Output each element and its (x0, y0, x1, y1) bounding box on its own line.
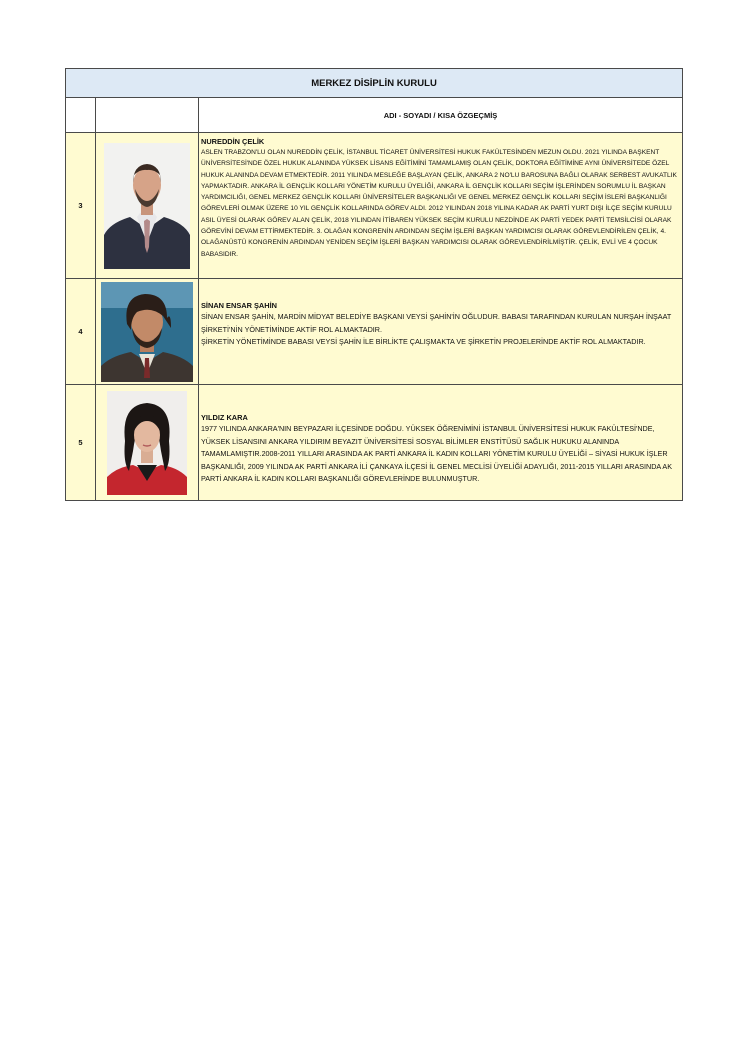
photo-cell (96, 279, 199, 385)
header-empty-cell (66, 98, 96, 133)
portrait-photo-woman (107, 391, 187, 495)
member-bio-continued: ŞİRKETİN YÖNETİMİNDE BABASI VEYSİ ŞAHİN İLE BİRLİKTE ÇALIŞMAKTA VE ŞİRKETİN PROJELERİNDE AKTİF ROL ALMAKTADIR. (201, 337, 646, 346)
column-header: ADI - SOYADI / KISA ÖZGEÇMİŞ (199, 98, 683, 133)
portrait-photo-man (101, 282, 193, 382)
row-number: 4 (66, 279, 96, 385)
member-bio: ASLEN TRABZON'LU OLAN NUREDDİN ÇELİK, İSTANBUL TİCARET ÜNİVERSİTESİ HUKUK FAKÜLTESİNDEN MEZUN OLDU. 2021 YILINDA BAŞKENT ÜNİVERSİTESİ'NDE ÖZEL HUKUK ALANINDA YÜKSEK LİSANS EĞİTİMİNİ TAMAMLAMIŞ OLAN ÇELİK, DOKTORA EĞİTİMİNE AYNI ÜNİVERSİTEDE ÖZEL HUKUK ALANINDA DEVAM ETMEKTEDİR. 2011 YILINDA MESLEĞE BAŞLAYAN ÇELİK, ANKARA 2 NO'LU BAROSUNA BAĞLI OLARAK SERBEST AVUKATLIK YAPMAKTADIR. ANKARA İL GENÇLİK KOLLARI YÖNETİM KURULU ÜYELİĞİ, ANKARA İL GENÇLİK KOLLARI SEÇİM İŞLERİNDEN SORUMLU İL BAŞKAN YARDIMCILIĞI, GENEL MERKEZ GENÇLİK KOLLARI ÜNİVERSİTELER BAŞKANLIĞI VE GENEL MERKEZ GENÇLİK KOLLARI SEÇİM İSLERİ BAŞKANLIĞI GÖREVLERİ OLMAK ÜZERE 10 YIL GENÇLİK KOLLARINDA GÖREV ALDI. 2012 YILINDAN 2018 YILINA KADAR AK PARTİ YURT DIŞI İLÇE SEÇİM KURULU ASIL ÜYESİ OLARAK GÖREV ALAN ÇELİK, 2018 YILINDAN İTİBAREN YÜKSEK SEÇİM KURULU NEZDİNDE AK PARTİ YEDEK PARTİ TEMSİLCİSİ OLARAK GÖREVİNİ DEVAM ETTİRMEKTEDİR. 3. OLAĞAN KONGRENİN ARDINDAN SEÇİM İŞLERİ BAŞKAN YARDIMCISI OLARAK GÖREVLENDİRİLEN ÇELİK, 4. OLAĞANÜSTÜ KONGRENİN ARDINDAN YENİDEN SEÇİM İŞLERİ BAŞKAN YARDIMCISI OLARAK GÖREVLENDİRİLMİŞTİR. ÇELİK, EVLİ VE 4 ÇOCUK BABASIDIR. (201, 149, 677, 258)
member-name: SİNAN ENSAR ŞAHİN (201, 301, 277, 310)
portrait-photo-man (104, 143, 190, 269)
table-row (66, 133, 683, 279)
member-bio: 1977 YILINDA ANKARA'NIN BEYPAZARI İLÇESİNDE DOĞDU. YÜKSEK ÖĞRENİMİNİ İSTANBUL ÜNİVERSİTESİ HUKUK FAKÜLTESİ'NDE, YÜKSEK LİSANSINI ANKARA YILDIRIM BEYAZIT ÜNİVERSİTESİ SOSYAL BİLİMLER ENSTİTÜSÜ SAĞLIK HUKUKU ALANINDA TAMAMLAMIŞTIR.2008-2011 YILLARI ARASINDA AK PARTİ ANKARA İL KADIN KOLLARI YÖNETİM KURULU ÜYELİĞİ – SİYASİ HUKUK İŞLER BAŞKANLIĞI, 2009 YILINDA AK PARTİ ANKARA İLİ ÇANKAYA İLÇESİ İL GENEL MECLİSİ ÜYELİĞİ ADAYLIĞI, 2011-2015 YILLARI ARASINDA AK PARTİ ANKARA İL KADIN KOLLARI BAŞKANLIĞI GÖREVLERİNDE BULUNMUŞTUR. (201, 424, 672, 483)
member-bio: SİNAN ENSAR ŞAHİN, MARDİN MİDYAT BELEDİYE BAŞKANI VEYSİ ŞAHİN'İN OĞLUDUR. BABASI TARAFINDAN KURULAN NURŞAH İNŞAAT ŞİRKETİ'NİN YÖNETİMİNDE AKTİF ROL ALMAKTADIR. (201, 312, 672, 334)
bio-cell (199, 279, 683, 385)
table-title: MERKEZ DİSİPLİN KURULU (66, 69, 683, 98)
table-row (66, 385, 683, 501)
table-row (66, 279, 683, 385)
header-empty-cell (96, 98, 199, 133)
photo-cell (96, 385, 199, 501)
photo-cell (96, 133, 199, 279)
member-name: YILDIZ KARA (201, 413, 248, 422)
row-number: 5 (66, 385, 96, 501)
member-name: NUREDDİN ÇELİK (201, 137, 265, 146)
bio-cell (199, 133, 683, 279)
bio-cell (199, 385, 683, 501)
discipline-board-table (65, 68, 683, 501)
row-number: 3 (66, 133, 96, 279)
